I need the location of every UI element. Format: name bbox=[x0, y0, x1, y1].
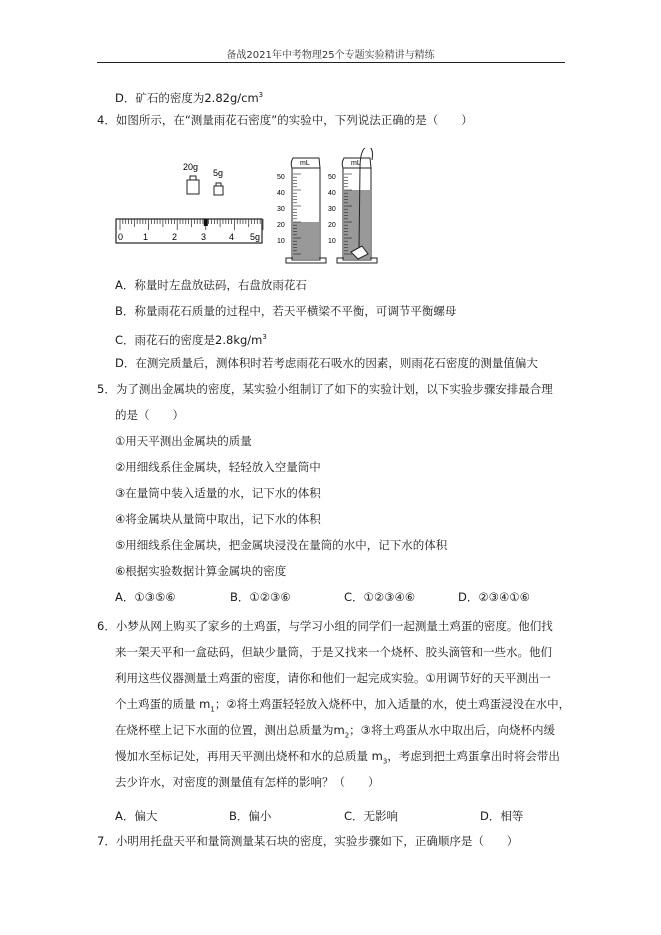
q6-line3: 利用这些仪器测量土鸡蛋的密度，请你和他们一起完成实验。①用调节好的天平测出一 bbox=[115, 671, 551, 685]
svg-text:10: 10 bbox=[328, 238, 336, 245]
q6-line7: 去少许水，对密度的测量值有怎样的影响？（ ） bbox=[115, 775, 380, 789]
svg-text:40: 40 bbox=[328, 190, 336, 197]
header-rule bbox=[97, 62, 565, 63]
weight-label-20g: 20g bbox=[183, 162, 199, 172]
q5-option-a: A．①③⑤⑥ bbox=[115, 590, 176, 604]
q4-stem: 4．如图所示，在“测量雨花石密度”的实验中，下列说法正确的是（ ） bbox=[97, 113, 473, 127]
scale-tick-4: 4 bbox=[229, 232, 235, 242]
q5-stem-line2: 的是（ ） bbox=[115, 408, 184, 422]
scale-tick-2: 2 bbox=[172, 232, 178, 242]
weight-20g-icon bbox=[187, 180, 199, 194]
q5-stem-line1: 5．为了测出金属块的密度，某实验小组制订了如下的实验计划，以下实验步骤安排最合理 bbox=[97, 382, 553, 396]
q6-line2: 来一架天平和一盒砝码，但缺少量筒，于是又找来一个烧杯、胶头滴管和一些水。他们 bbox=[115, 645, 552, 659]
q7-stem: 7．小明用托盘天平和量筒测量某石块的密度，实验步骤如下，正确顺序是（ ） bbox=[97, 834, 519, 848]
q4-option-b: B．称量雨花石质量的过程中，若天平横梁不平衡，可调节平衡螺母 bbox=[115, 304, 457, 318]
q5-step-1: ①用天平测出金属块的质量 bbox=[115, 434, 252, 448]
q5-step-6: ⑥根据实验数据计算金属块的密度 bbox=[115, 564, 287, 578]
svg-text:30: 30 bbox=[277, 206, 285, 213]
q6-option-a: A．偏大 bbox=[115, 809, 158, 823]
weight-5g-icon bbox=[214, 186, 223, 195]
weight-label-5g: 5g bbox=[213, 168, 224, 178]
scale-tick-5g: 5g bbox=[250, 232, 261, 242]
q5-step-2: ②用细线系住金属块，轻轻放入空量筒中 bbox=[115, 460, 321, 474]
svg-text:50: 50 bbox=[328, 174, 336, 181]
scale-tick-3: 3 bbox=[201, 232, 207, 242]
q5-step-5: ⑤用细线系住金属块，把金属块浸没在量筒的水中，记下水的体积 bbox=[115, 538, 448, 552]
q6-option-d: D．相等 bbox=[480, 809, 524, 823]
rider-marker bbox=[204, 219, 208, 226]
q6-option-b: B．偏小 bbox=[229, 809, 272, 823]
q5-step-4: ④将金属块从量筒中取出，记下水的体积 bbox=[115, 512, 321, 526]
q4-option-a: A．称量时左盘放砝码，右盘放雨花石 bbox=[115, 278, 307, 292]
cylinder-2-unit: mL bbox=[351, 160, 361, 167]
graduated-cylinder-2 bbox=[328, 148, 377, 263]
q6-line6: 慢加水至标记处，再用天平测出烧杯和水的总质量 $m_3$，考虑到把土鸡蛋拿出时将会带出 bbox=[115, 749, 560, 766]
svg-text:40: 40 bbox=[277, 190, 285, 197]
page-header: 备战2021年中考物理25个专题实验精讲与精练 bbox=[226, 50, 435, 61]
q6-line5: 在烧杯壁上记下水面的位置，测出总质量为$m_2$；③将土鸡蛋从水中取出后，向烧杯内缓 bbox=[115, 723, 555, 740]
q6-line4: 个土鸡蛋的质量 $m_1$；②将土鸡蛋轻轻放入烧杯中，加入适量的水，使土鸡蛋浸没在水中， bbox=[115, 697, 571, 714]
svg-text:10: 10 bbox=[277, 238, 285, 245]
balance-scale-ruler bbox=[116, 219, 263, 243]
q5-option-c: C．①②③④⑥ bbox=[344, 590, 416, 604]
cylinder-1-unit: mL bbox=[300, 160, 310, 167]
q6-option-c: C．无影响 bbox=[344, 809, 399, 823]
scale-tick-1: 1 bbox=[143, 232, 149, 242]
scale-tick-0: 0 bbox=[118, 232, 124, 242]
q5-step-3: ③在量筒中装入适量的水，记下水的体积 bbox=[115, 486, 321, 500]
q5-option-d: D．②③④①⑥ bbox=[458, 590, 530, 604]
graduated-cylinder-1 bbox=[277, 158, 326, 263]
q6-line1: 6．小梦从网上购买了家乡的土鸡蛋，与学习小组的同学们一起测量土鸡蛋的密度。他们找 bbox=[97, 619, 553, 633]
q5-option-b: B．①②③⑥ bbox=[230, 590, 291, 604]
prev-option-d: D．矿石的密度为$2.82g/cm^3$ bbox=[115, 90, 264, 105]
svg-text:30: 30 bbox=[328, 206, 336, 213]
q4-option-d: D．在测完质量后，测体积时若考虑雨花石吸水的因素，则雨花石密度的测量值偏大 bbox=[115, 356, 538, 370]
q4-figure bbox=[110, 148, 400, 268]
svg-text:50: 50 bbox=[277, 174, 285, 181]
q4-option-c: C．雨花石的密度是$2.8kg/m^3$ bbox=[115, 332, 267, 347]
svg-text:20: 20 bbox=[277, 222, 285, 229]
svg-text:20: 20 bbox=[328, 222, 336, 229]
